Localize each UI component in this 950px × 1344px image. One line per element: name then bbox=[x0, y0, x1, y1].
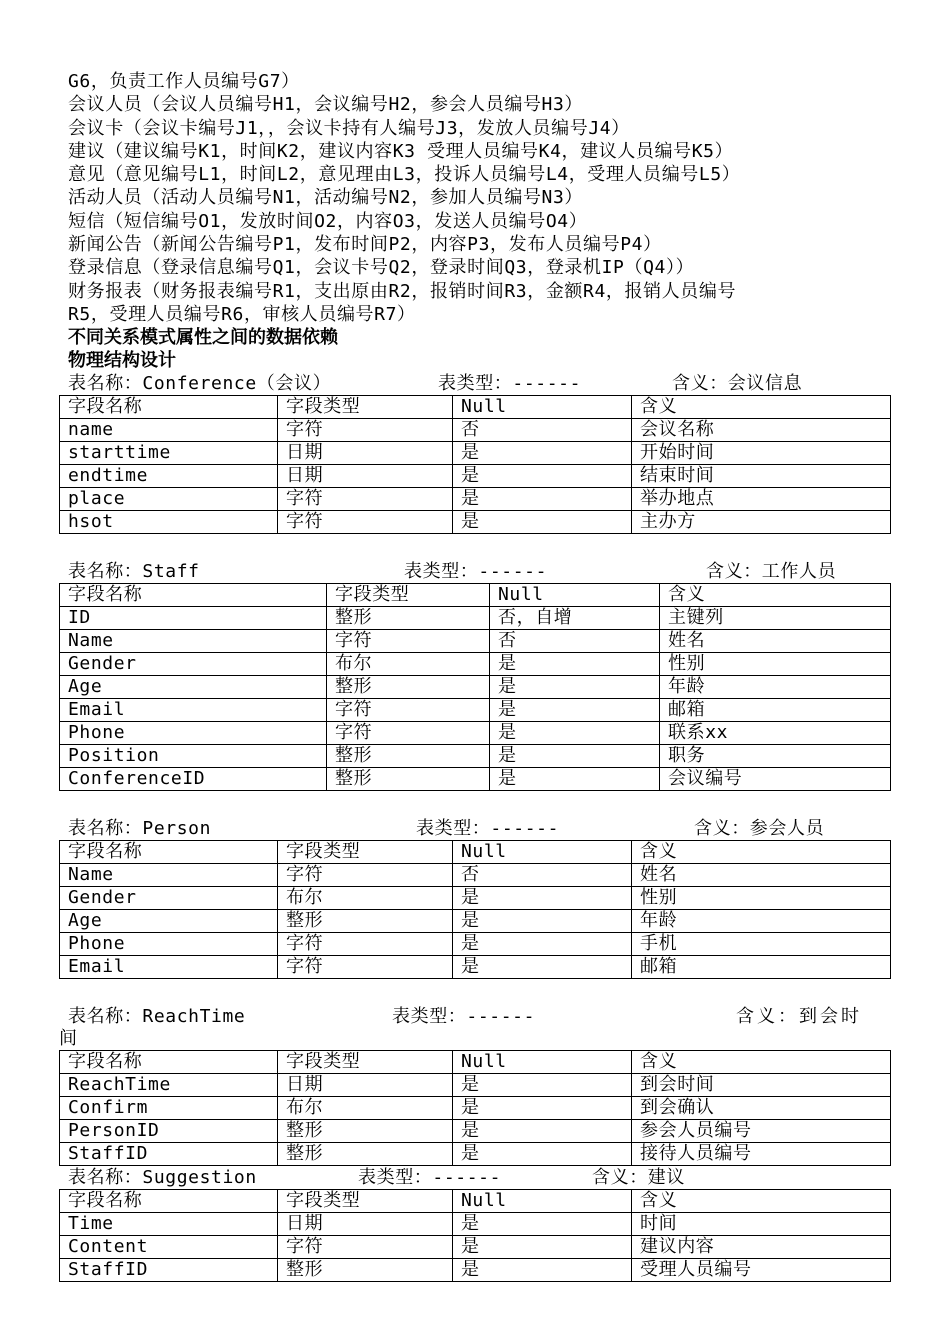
table-type-label: 表类型：------ bbox=[404, 561, 548, 583]
table-block-reachtime bbox=[59, 1005, 890, 1166]
table-cell: 日期 bbox=[278, 442, 453, 465]
person-table bbox=[59, 840, 891, 979]
staff-table bbox=[59, 583, 891, 791]
table-row bbox=[60, 630, 891, 653]
table-meaning-label: 含义：到会时 bbox=[736, 1006, 862, 1028]
table-cell: 是 bbox=[490, 745, 660, 768]
table-name-label: 表名称：Conference（会议） bbox=[68, 373, 332, 395]
table-cell: 到会时间 bbox=[632, 1074, 891, 1097]
header-cell: 字段类型 bbox=[278, 1190, 453, 1213]
table-block-staff bbox=[68, 560, 890, 791]
table-cell: 是 bbox=[453, 488, 632, 511]
table-cell: 整形 bbox=[327, 676, 490, 699]
header-cell: 字段名称 bbox=[60, 584, 327, 607]
table-cell: 主办方 bbox=[632, 511, 891, 534]
table-cell: 姓名 bbox=[660, 630, 891, 653]
header-cell: 含义 bbox=[632, 396, 891, 419]
table-cell: 是 bbox=[453, 910, 632, 933]
table-cell: 邮箱 bbox=[632, 956, 891, 979]
table-row bbox=[60, 1074, 891, 1097]
intro-line: G6，负责工作人员编号G7） bbox=[68, 71, 300, 92]
table-cell: 字符 bbox=[278, 956, 453, 979]
table-block-person bbox=[68, 817, 890, 979]
table-cell: 是 bbox=[490, 768, 660, 791]
table-row bbox=[60, 1097, 891, 1120]
header-cell: Null bbox=[490, 584, 660, 607]
table-cell: 整形 bbox=[278, 1143, 453, 1166]
table-cell: 日期 bbox=[278, 1213, 453, 1236]
table-cell: Name bbox=[60, 630, 327, 653]
table-cell: StaffID bbox=[60, 1259, 278, 1282]
table-cell: 是 bbox=[453, 511, 632, 534]
table-cell: 是 bbox=[453, 1074, 632, 1097]
table-row bbox=[60, 442, 891, 465]
header-cell: 字段名称 bbox=[60, 1051, 278, 1074]
intro-line: 活动人员（活动人员编号N1，活动编号N2，参加人员编号N3） bbox=[68, 187, 584, 209]
table-cell: 是 bbox=[490, 722, 660, 745]
table-header-row bbox=[60, 1190, 891, 1213]
table-row bbox=[60, 768, 891, 791]
table-cell: starttime bbox=[60, 442, 278, 465]
table-cell: 否 bbox=[453, 419, 632, 442]
table-cell: 字符 bbox=[278, 511, 453, 534]
header-cell: 字段类型 bbox=[327, 584, 490, 607]
table-cell: 开始时间 bbox=[632, 442, 891, 465]
table-cell: 否 bbox=[490, 630, 660, 653]
header-cell: 字段类型 bbox=[278, 1051, 453, 1074]
table-cell: 整形 bbox=[327, 607, 490, 630]
table-cell: 结束时间 bbox=[632, 465, 891, 488]
table-cell: 否 bbox=[453, 864, 632, 887]
table-type-label: 表类型：------ bbox=[392, 1006, 536, 1028]
table-header-row bbox=[60, 841, 891, 864]
table-row bbox=[60, 722, 891, 745]
table-cell: Time bbox=[60, 1213, 278, 1236]
table-type-label: 表类型：------ bbox=[358, 1167, 502, 1189]
table-meaning-label: 含义：参会人员 bbox=[694, 818, 825, 840]
table-row bbox=[60, 699, 891, 722]
table-cell: 接待人员编号 bbox=[632, 1143, 891, 1166]
table-block-suggestion bbox=[68, 1166, 890, 1282]
header-cell: 含义 bbox=[632, 1051, 891, 1074]
table-cell: 是 bbox=[453, 887, 632, 910]
intro-line: 财务报表（财务报表编号R1，支出原由R2，报销时间R3，金额R4，报销人员编号 bbox=[68, 280, 737, 302]
table-cell: Age bbox=[60, 676, 327, 699]
table-cell: Confirm bbox=[60, 1097, 278, 1120]
table-row bbox=[60, 1236, 891, 1259]
table-cell: hsot bbox=[60, 511, 278, 534]
table-header-row bbox=[60, 1051, 891, 1074]
table-cell: 是 bbox=[453, 1097, 632, 1120]
section-heading-dependency: 不同关系模式属性之间的数据依赖 bbox=[68, 327, 338, 349]
table-meaning-label: 含义：建议 bbox=[592, 1167, 685, 1189]
table-cell: 否，自增 bbox=[490, 607, 660, 630]
table-cell: 受理人员编号 bbox=[632, 1259, 891, 1282]
header-cell: 含义 bbox=[632, 1190, 891, 1213]
table-name-label: 表名称：Suggestion bbox=[68, 1167, 257, 1189]
table-cell: 是 bbox=[453, 1213, 632, 1236]
table-cell: 建议内容 bbox=[632, 1236, 891, 1259]
table-cell: 是 bbox=[453, 933, 632, 956]
table-cell: PersonID bbox=[60, 1120, 278, 1143]
table-cell: 是 bbox=[453, 465, 632, 488]
section-heading-physical: 物理结构设计 bbox=[68, 350, 176, 372]
table-cell: 字符 bbox=[278, 933, 453, 956]
table-row bbox=[60, 887, 891, 910]
table-row bbox=[60, 676, 891, 699]
table-cell: 是 bbox=[490, 653, 660, 676]
table-header-row bbox=[60, 584, 891, 607]
table-cell: 字符 bbox=[327, 722, 490, 745]
table-cell: 字符 bbox=[327, 699, 490, 722]
header-cell: Null bbox=[453, 841, 632, 864]
table-row bbox=[60, 864, 891, 887]
table-name-label: 表名称：ReachTime bbox=[68, 1006, 246, 1028]
table-cell: 会议编号 bbox=[660, 768, 891, 791]
table-cell: 年龄 bbox=[660, 676, 891, 699]
table-cell: 整形 bbox=[278, 910, 453, 933]
table-cell: StaffID bbox=[60, 1143, 278, 1166]
table-caption bbox=[68, 817, 890, 840]
table-cell: 性别 bbox=[632, 887, 891, 910]
reachtime-table bbox=[59, 1050, 891, 1166]
table-row bbox=[60, 745, 891, 768]
table-name-label: 表名称：Person bbox=[68, 818, 212, 840]
table-cell: 布尔 bbox=[278, 887, 453, 910]
table-caption bbox=[68, 1005, 890, 1028]
header-cell: 含义 bbox=[632, 841, 891, 864]
table-row bbox=[60, 933, 891, 956]
table-cell: 联系xx bbox=[660, 722, 891, 745]
table-cell: 会议名称 bbox=[632, 419, 891, 442]
table-header-row bbox=[60, 396, 891, 419]
table-row bbox=[60, 956, 891, 979]
intro-line: 短信（短信编号O1，发放时间O2，内容O3，发送人员编号O4） bbox=[68, 210, 588, 232]
table-cell: place bbox=[60, 488, 278, 511]
table-cell: name bbox=[60, 419, 278, 442]
table-cell: 是 bbox=[490, 676, 660, 699]
table-cell: 是 bbox=[453, 442, 632, 465]
header-cell: Null bbox=[453, 1051, 632, 1074]
table-cell: 职务 bbox=[660, 745, 891, 768]
header-cell: 字段类型 bbox=[278, 396, 453, 419]
table-cell: 时间 bbox=[632, 1213, 891, 1236]
table-cell: Content bbox=[60, 1236, 278, 1259]
table-cell: Position bbox=[60, 745, 327, 768]
table-cell: 是 bbox=[490, 699, 660, 722]
table-cell: 姓名 bbox=[632, 864, 891, 887]
table-cell: 布尔 bbox=[327, 653, 490, 676]
header-cell: Null bbox=[453, 396, 632, 419]
table-cell: 日期 bbox=[278, 465, 453, 488]
table-caption bbox=[68, 1166, 890, 1189]
table-row bbox=[60, 488, 891, 511]
table-cell: 主键列 bbox=[660, 607, 891, 630]
table-caption bbox=[68, 560, 890, 583]
table-block-conference bbox=[68, 372, 890, 534]
table-cell: Email bbox=[60, 699, 327, 722]
table-cell: 邮箱 bbox=[660, 699, 891, 722]
table-row bbox=[60, 1259, 891, 1282]
intro-line: 新闻公告（新闻公告编号P1，发布时间P2，内容P3，发布人员编号P4） bbox=[68, 234, 662, 256]
intro-line: R5，受理人员编号R6，审核人员编号R7） bbox=[68, 303, 416, 325]
table-row bbox=[60, 419, 891, 442]
table-cell: 布尔 bbox=[278, 1097, 453, 1120]
table-cell: Name bbox=[60, 864, 278, 887]
table-cell: 是 bbox=[453, 1143, 632, 1166]
table-cell: 是 bbox=[453, 1120, 632, 1143]
document-page bbox=[59, 70, 890, 1282]
table-row bbox=[60, 465, 891, 488]
table-cell: ConferenceID bbox=[60, 768, 327, 791]
table-cell: 手机 bbox=[632, 933, 891, 956]
intro-block bbox=[68, 70, 890, 326]
table-cell: 整形 bbox=[327, 745, 490, 768]
table-row bbox=[60, 1213, 891, 1236]
table-cell: 字符 bbox=[278, 864, 453, 887]
header-cell: 字段名称 bbox=[60, 1190, 278, 1213]
table-cell: 字符 bbox=[327, 630, 490, 653]
header-cell: 含义 bbox=[660, 584, 891, 607]
intro-line: 登录信息（登录信息编号Q1，会议卡号Q2，登录时间Q3，登录机IP（Q4）） bbox=[68, 257, 695, 279]
intro-line: 会议人员（会议人员编号H1，会议编号H2，参会人员编号H3） bbox=[68, 94, 584, 116]
table-cell: 举办地点 bbox=[632, 488, 891, 511]
table-cell: 年龄 bbox=[632, 910, 891, 933]
table-meaning-wrap: 间 bbox=[59, 1028, 78, 1050]
table-row bbox=[60, 1120, 891, 1143]
table-type-label: 表类型：------ bbox=[438, 373, 582, 395]
table-cell: 字符 bbox=[278, 488, 453, 511]
table-row bbox=[60, 910, 891, 933]
intro-line: 会议卡（会议卡编号J1，，会议卡持有人编号J3，发放人员编号J4） bbox=[68, 117, 630, 139]
table-cell: 是 bbox=[453, 956, 632, 979]
table-cell: 日期 bbox=[278, 1074, 453, 1097]
header-cell: 字段名称 bbox=[60, 841, 278, 864]
header-cell: 字段名称 bbox=[60, 396, 278, 419]
table-cell: ID bbox=[60, 607, 327, 630]
conference-table bbox=[59, 395, 891, 534]
table-cell: Phone bbox=[60, 722, 327, 745]
table-cell: Gender bbox=[60, 887, 278, 910]
table-cell: 到会确认 bbox=[632, 1097, 891, 1120]
table-meaning-label: 含义：会议信息 bbox=[672, 373, 803, 395]
table-name-label: 表名称：Staff bbox=[68, 561, 200, 583]
table-cell: 整形 bbox=[327, 768, 490, 791]
table-row bbox=[60, 607, 891, 630]
table-cell: Phone bbox=[60, 933, 278, 956]
table-type-label: 表类型：------ bbox=[416, 818, 560, 840]
table-row bbox=[60, 653, 891, 676]
table-caption bbox=[68, 372, 890, 395]
table-cell: 是 bbox=[453, 1236, 632, 1259]
table-cell: endtime bbox=[60, 465, 278, 488]
table-cell: 整形 bbox=[278, 1120, 453, 1143]
table-row bbox=[60, 511, 891, 534]
table-cell: 是 bbox=[453, 1259, 632, 1282]
table-cell: Gender bbox=[60, 653, 327, 676]
table-cell: Email bbox=[60, 956, 278, 979]
table-cell: 性别 bbox=[660, 653, 891, 676]
table-cell: 参会人员编号 bbox=[632, 1120, 891, 1143]
table-meaning-label: 含义：工作人员 bbox=[706, 561, 837, 583]
table-cell: 整形 bbox=[278, 1259, 453, 1282]
header-cell: 字段类型 bbox=[278, 841, 453, 864]
intro-line: 意见（意见编号L1，时间L2，意见理由L3，投诉人员编号L4，受理人员编号L5） bbox=[68, 164, 741, 186]
suggestion-table bbox=[59, 1189, 891, 1282]
header-cell: Null bbox=[453, 1190, 632, 1213]
table-cell: 字符 bbox=[278, 1236, 453, 1259]
table-cell: 字符 bbox=[278, 419, 453, 442]
table-cell: ReachTime bbox=[60, 1074, 278, 1097]
table-cell: Age bbox=[60, 910, 278, 933]
table-row bbox=[60, 1143, 891, 1166]
intro-line: 建议（建议编号K1，时间K2，建议内容K3 受理人员编号K4，建议人员编号K5） bbox=[68, 140, 734, 162]
